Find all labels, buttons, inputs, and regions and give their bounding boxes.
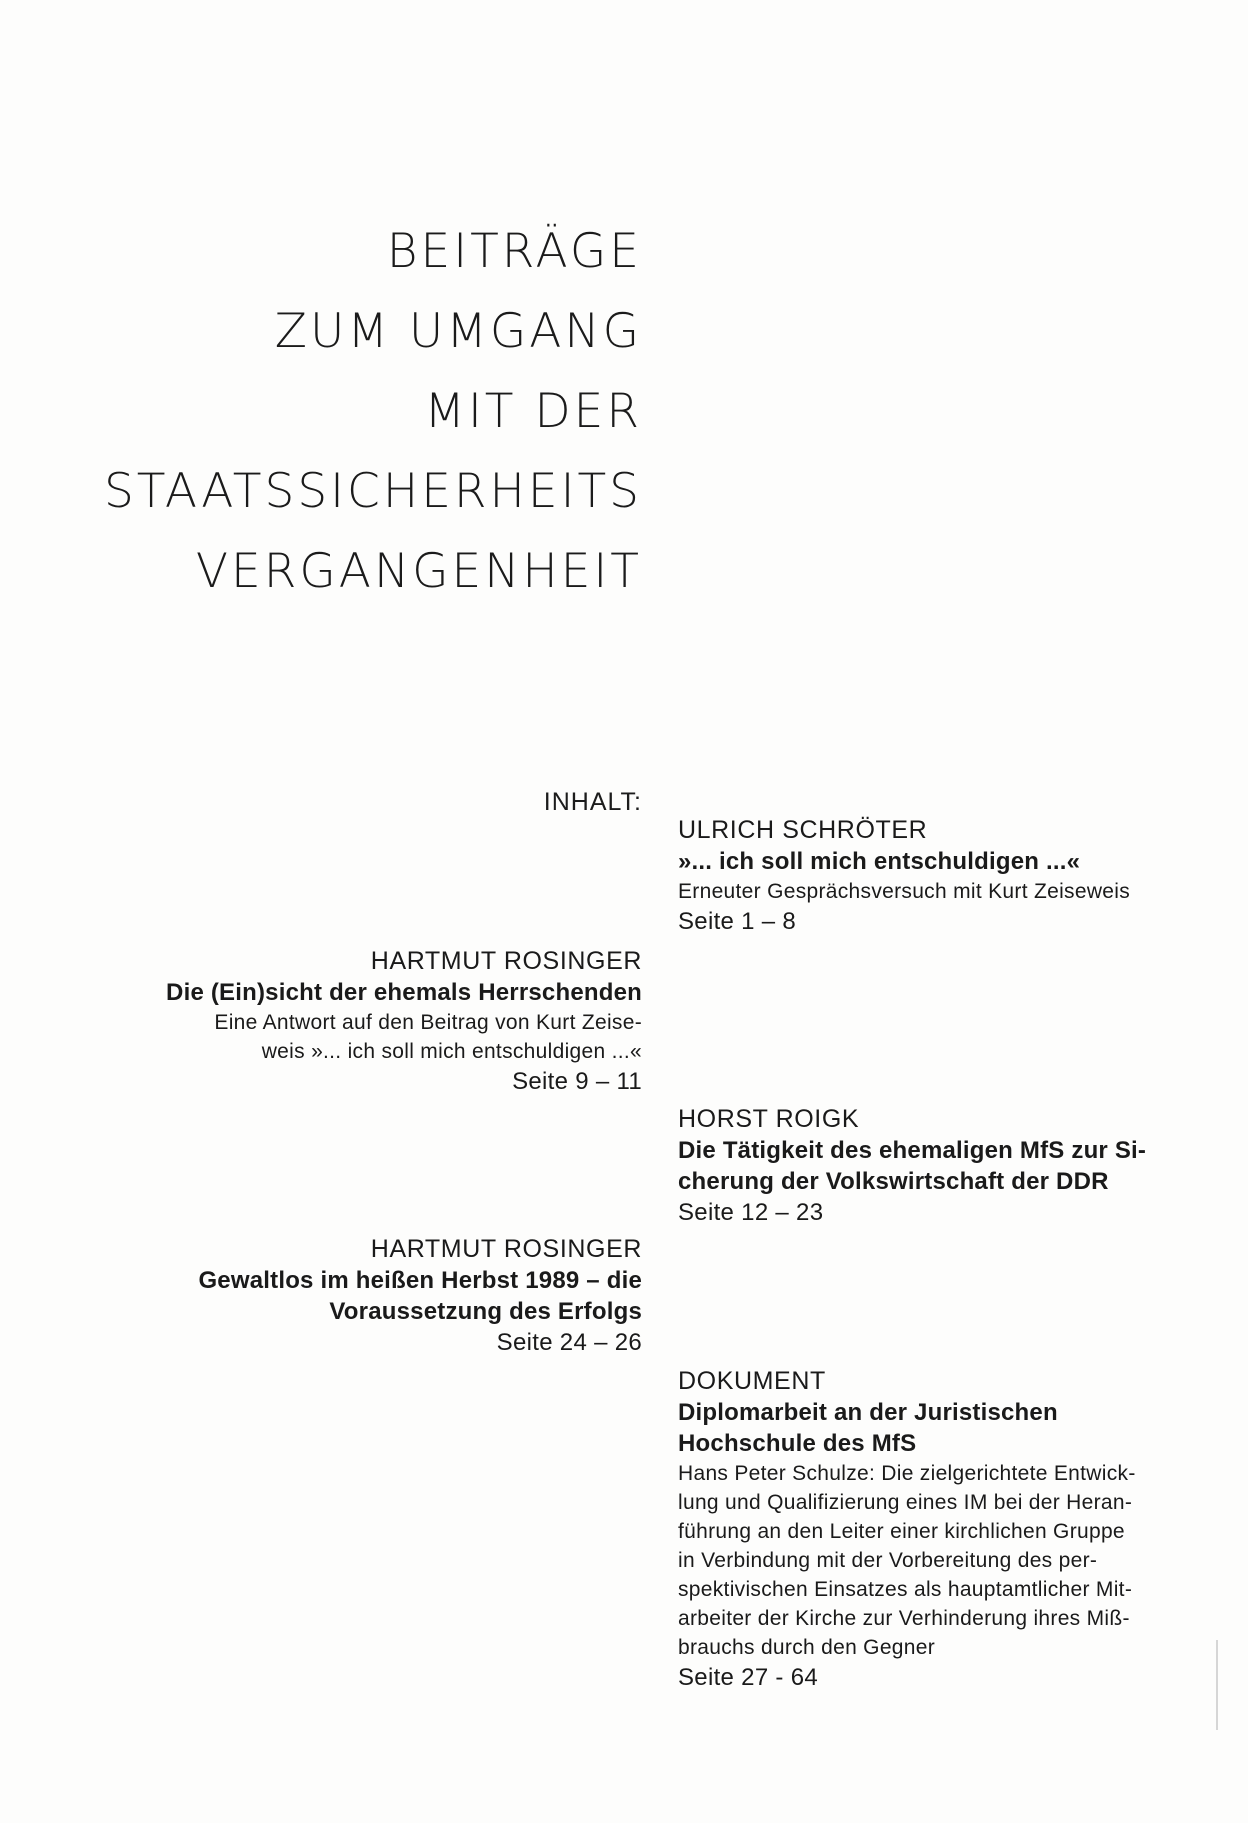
entry-description (678, 877, 1198, 906)
entry-description-line: in Verbindung mit der Vorbereitung des per- (678, 1549, 1098, 1572)
entry-author: HARTMUT ROSINGER (370, 947, 642, 975)
entry-description-line: Hans Peter Schulze: Die zielgerichtete Entwick- (678, 1462, 1136, 1485)
entry-author: DOKUMENT (678, 1367, 826, 1395)
entry-description-line: Eine Antwort auf den Beitrag von Kurt Zeise- (214, 1011, 642, 1034)
entry-description-line: führung an den Leiter einer kirchlichen Gruppe (678, 1520, 1125, 1543)
entry-description-line: spektivischen Einsatzes als hauptamtlicher Mit- (678, 1578, 1133, 1601)
entry-title-line: Gewaltlos im heißen Herbst 1989 – die (198, 1267, 642, 1294)
entry-title-line: Voraussetzung des Erfolgs (329, 1298, 642, 1325)
entry-pages: Seite 27 - 64 (678, 1664, 818, 1691)
title-line: STAATSSICHERHEITS (103, 464, 642, 519)
entry-title-line: Hochschule des MfS (678, 1430, 917, 1457)
entry-title-line: Die (Ein)sicht der ehemals Herrschenden (166, 979, 642, 1006)
entry-description-line: weis »... ich soll mich entschuldigen ...« (261, 1040, 642, 1063)
entry-title-line: »... ich soll mich entschuldigen ...« (678, 848, 1081, 875)
entry-title (678, 1135, 1198, 1197)
entry-title (122, 1265, 642, 1327)
entry-description-line: brauchs durch den Gegner (678, 1636, 936, 1659)
toc-entry (678, 1104, 1198, 1228)
title-line: ZUM UMGANG (274, 304, 642, 359)
entry-title-line: cherung der Volkswirtschaft der DDR (678, 1168, 1109, 1195)
entry-title-line: Die Tätigkeit des ehemaligen MfS zur Si- (678, 1137, 1147, 1164)
entry-author: HORST ROIGK (678, 1105, 860, 1133)
entry-title-line: Diplomarbeit an der Juristischen (678, 1399, 1058, 1426)
entry-description-line: lung und Qualifizierung eines IM bei der Heran- (678, 1491, 1133, 1514)
entry-pages: Seite 1 – 8 (678, 908, 797, 935)
title-line: MIT DER (424, 384, 642, 439)
toc-entry (678, 1366, 1198, 1693)
entry-description (122, 1008, 642, 1066)
entry-author: HARTMUT ROSINGER (370, 1235, 642, 1263)
entry-description-line: arbeiter der Kirche zur Verhinderung ihres Miß- (678, 1607, 1130, 1630)
toc-entry (122, 1234, 642, 1358)
toc-entry (122, 946, 642, 1097)
title-line: BEITRÄGE (386, 224, 642, 279)
entry-title (678, 1397, 1198, 1459)
entry-pages: Seite 24 – 26 (496, 1329, 642, 1356)
entry-title (678, 846, 1198, 877)
entry-pages: Seite 9 – 11 (512, 1068, 642, 1095)
title-line: VERGANGENHEIT (195, 544, 642, 599)
entry-description-line: Erneuter Gesprächsversuch mit Kurt Zeiseweis (678, 880, 1131, 903)
entry-title (122, 977, 642, 1008)
entry-pages: Seite 12 – 23 (678, 1199, 824, 1226)
scan-artifact-line (1216, 1640, 1218, 1730)
toc-entry (678, 815, 1198, 937)
entry-author: ULRICH SCHRÖTER (678, 816, 928, 844)
entry-description (678, 1459, 1198, 1662)
toc-heading: INHALT: (543, 788, 642, 816)
page-title (104, 212, 642, 612)
